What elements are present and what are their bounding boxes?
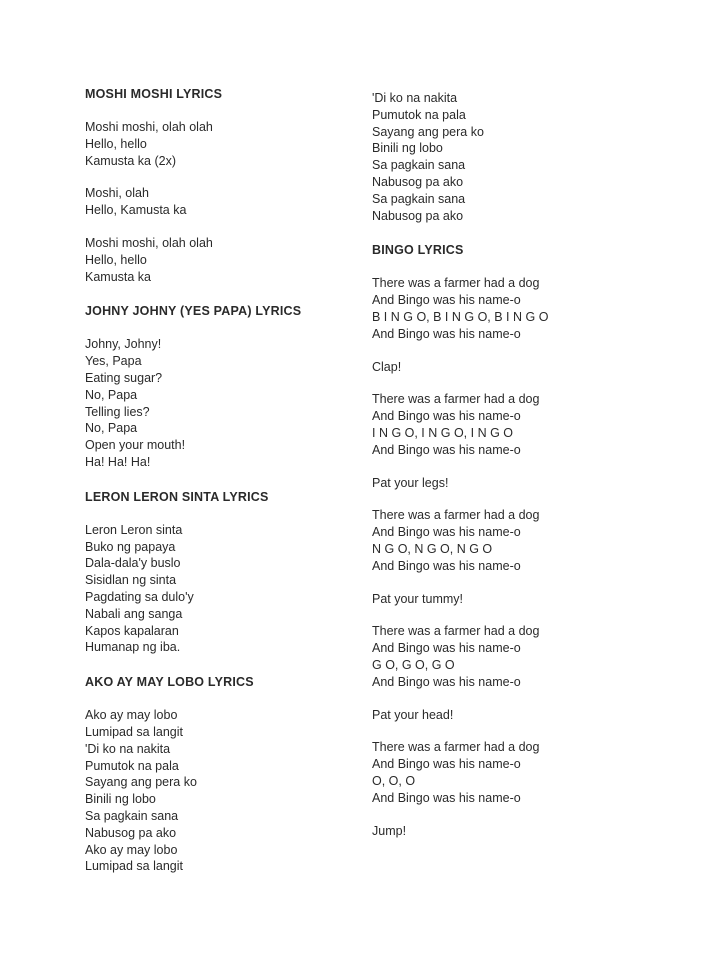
lyric-line: Sa pagkain sana (372, 191, 466, 206)
stanza (85, 522, 355, 656)
action-line: Pat your legs! (372, 475, 449, 490)
stanza (85, 235, 355, 285)
lyric-line: B I N G O, B I N G O, B I N G O (372, 309, 549, 324)
lyric-line: Yes, Papa (85, 354, 142, 369)
lyric-line: There was a farmer had a dog (372, 392, 540, 407)
lyric-line: Hello, hello (85, 252, 147, 267)
lyric-line: Nabali ang sanga (85, 606, 183, 621)
lyric-line: And Bingo was his name-o (372, 674, 521, 689)
lyric-line: There was a farmer had a dog (372, 740, 540, 755)
stanza (372, 739, 702, 806)
lyric-line: Moshi, olah (85, 186, 149, 201)
lyric-line: 'Di ko na nakita (372, 91, 458, 105)
song-title-leron: LERON LERON SINTA LYRICS (85, 489, 269, 504)
stanza (372, 90, 702, 224)
song-title-bingo: BINGO LYRICS (372, 243, 464, 258)
lyric-line: There was a farmer had a dog (372, 508, 540, 523)
lyric-line: Moshi moshi, olah olah (85, 235, 213, 250)
lyric-line: And Bingo was his name-o (372, 409, 521, 424)
lyric-line: Lumipad sa langit (85, 724, 183, 739)
lyric-line: Binili ng lobo (85, 792, 156, 807)
lyric-line: Sa pagkain sana (85, 808, 179, 823)
lyric-line: And Bingo was his name-o (372, 641, 521, 656)
lyric-line: N G O, N G O, N G O (372, 541, 493, 556)
lyric-line: Hello, hello (85, 136, 147, 151)
lyric-line: And Bingo was his name-o (372, 326, 521, 341)
lyric-line: Humanap ng iba. (85, 640, 181, 655)
lyric-line: O, O, O (372, 773, 416, 788)
lyric-line: Sa pagkain sana (372, 158, 466, 173)
lyric-line: Sisidlan ng sinta (85, 573, 177, 588)
lyric-line: Lumipad sa langit (85, 859, 183, 874)
lyric-line: And Bingo was his name-o (372, 790, 521, 805)
lyric-line: Dala-dala'y buslo (85, 556, 181, 571)
lyric-line: And Bingo was his name-o (372, 757, 521, 772)
lyric-line: G O, G O, G O (372, 657, 455, 672)
lyric-line: 'Di ko na nakita (85, 741, 171, 756)
lyric-line: There was a farmer had a dog (372, 276, 540, 291)
action-line: Clap! (372, 359, 402, 374)
action-line: Pat your tummy! (372, 591, 463, 606)
stanza (372, 391, 702, 458)
lyric-line: Pumutok na pala (372, 107, 466, 122)
lyric-line: Leron Leron sinta (85, 522, 183, 537)
lyric-line: Sayang ang pera ko (372, 124, 484, 139)
lyric-line: I N G O, I N G O, I N G O (372, 425, 513, 440)
right-column (372, 90, 702, 839)
song-title-ako: AKO AY MAY LOBO LYRICS (85, 675, 254, 690)
lyric-line: Moshi moshi, olah olah (85, 120, 213, 134)
stanza (85, 336, 355, 470)
lyric-line: Ako ay may lobo (85, 842, 178, 857)
lyric-line: Kamusta ka (2x) (85, 153, 177, 168)
lyric-line: Ha! Ha! Ha! (85, 454, 151, 469)
stanza (85, 185, 355, 219)
lyric-line: And Bingo was his name-o (372, 293, 521, 308)
stanza (372, 623, 702, 690)
lyric-line: Hello, Kamusta ka (85, 203, 187, 218)
song-title-moshi: MOSHI MOSHI LYRICS (85, 87, 223, 101)
lyric-line: And Bingo was his name-o (372, 525, 521, 540)
left-column (85, 86, 355, 875)
lyric-line: Ako ay may lobo (85, 708, 178, 723)
lyric-line: Kamusta ka (85, 269, 152, 284)
lyric-line: And Bingo was his name-o (372, 442, 521, 457)
lyric-line: No, Papa (85, 387, 138, 402)
stanza (85, 119, 355, 169)
action-line: Jump! (372, 823, 407, 838)
action-line: Pat your head! (372, 707, 454, 722)
lyric-line: Nabusog pa ako (372, 174, 464, 189)
lyric-line: Sayang ang pera ko (85, 775, 197, 790)
song-title-johny: JOHNY JOHNY (YES PAPA) LYRICS (85, 304, 302, 319)
stanza (372, 507, 702, 574)
lyric-line: Kapos kapalaran (85, 623, 179, 638)
lyric-line: Telling lies? (85, 404, 150, 419)
lyric-line: Pagdating sa dulo'y (85, 589, 194, 604)
lyric-line: No, Papa (85, 421, 138, 436)
stanza (85, 707, 355, 875)
lyric-line: Eating sugar? (85, 370, 163, 385)
lyric-line: Nabusog pa ako (85, 825, 177, 840)
lyric-line: Pumutok na pala (85, 758, 179, 773)
lyric-line: Nabusog pa ako (372, 208, 464, 223)
stanza (372, 275, 702, 342)
lyric-line: Open your mouth! (85, 438, 186, 453)
lyric-line: Binili ng lobo (372, 141, 443, 156)
lyric-line: Buko ng papaya (85, 539, 176, 554)
lyric-line: There was a farmer had a dog (372, 624, 540, 639)
lyric-line: And Bingo was his name-o (372, 558, 521, 573)
lyric-line: Johny, Johny! (85, 337, 162, 352)
